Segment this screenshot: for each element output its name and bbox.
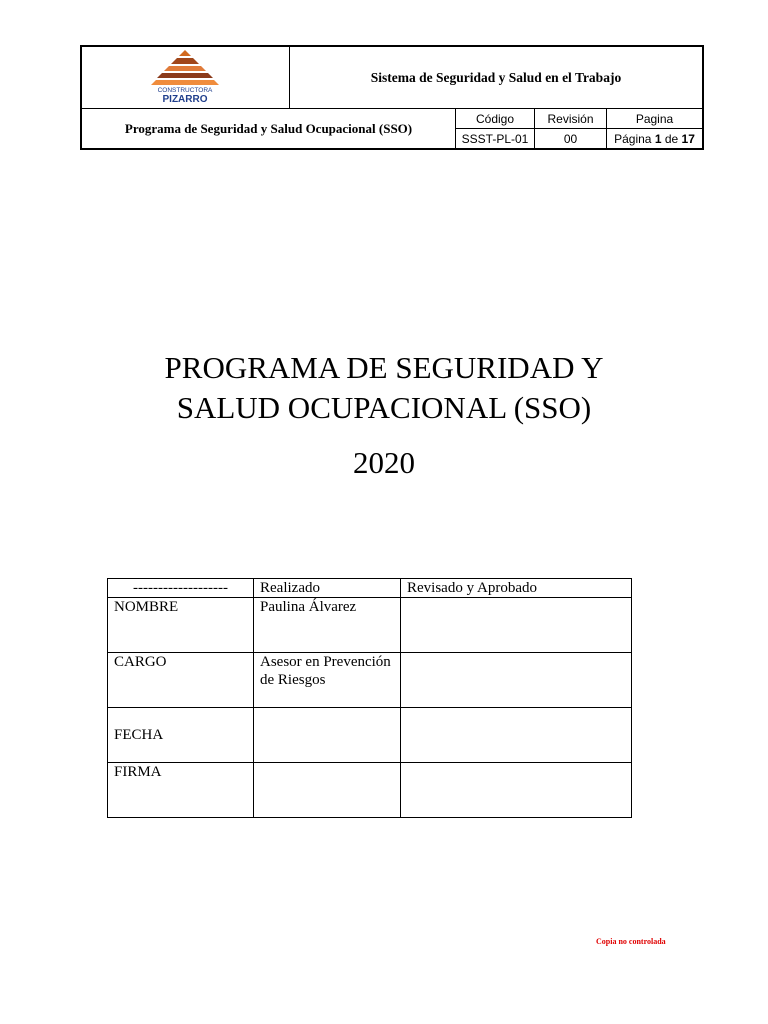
document-year: 2020 xyxy=(353,445,415,480)
page-of: de xyxy=(664,131,679,146)
title-line-2: SALUD OCUPACIONAL (SSO) xyxy=(176,390,592,425)
page-column xyxy=(607,109,702,148)
page-label: Pagina xyxy=(607,109,702,129)
row-label-firma: FIRMA xyxy=(108,763,254,818)
cell-nombre-revisado xyxy=(401,598,632,653)
program-title: Programa de Seguridad y Salud Ocupacional (SSO) xyxy=(82,109,456,148)
cell-cargo-realizado: Asesor en Prevención de Riesgos xyxy=(254,653,401,708)
cell-fecha-revisado xyxy=(401,708,632,763)
row-label-cargo: CARGO xyxy=(108,653,254,708)
cell-firma-revisado xyxy=(401,763,632,818)
page-total: 17 xyxy=(681,131,695,146)
revision-value: 00 xyxy=(563,131,578,146)
company-logo xyxy=(82,47,290,108)
logo-brand: PIZARRO xyxy=(162,94,208,105)
code-column xyxy=(456,109,535,148)
cell-cargo-revisado xyxy=(401,653,632,708)
revision-label: Revisión xyxy=(535,109,606,129)
table-row xyxy=(108,763,632,818)
cell-firma-realizado xyxy=(254,763,401,818)
title-line-1: PROGRAMA DE SEGURIDAD Y xyxy=(164,350,604,385)
logo-caption: CONSTRUCTORA xyxy=(157,87,213,94)
table-row xyxy=(108,708,632,763)
header-row-2 xyxy=(82,108,702,148)
cell-nombre-realizado: Paulina Álvarez xyxy=(254,598,401,653)
table-row xyxy=(108,598,632,653)
signature-table xyxy=(107,578,632,818)
document-title xyxy=(0,348,768,428)
page-number xyxy=(607,129,702,148)
cell-fecha-realizado xyxy=(254,708,401,763)
table-row xyxy=(108,653,632,708)
row-label-fecha: FECHA xyxy=(108,708,254,763)
header-cell-blank: ------------------- xyxy=(108,579,254,598)
page-prefix: Página xyxy=(614,131,652,146)
row-label-nombre: NOMBRE xyxy=(108,598,254,653)
document-header xyxy=(80,45,704,150)
header-cell-realizado: Realizado xyxy=(254,579,401,598)
system-title: Sistema de Seguridad y Salud en el Trabajo xyxy=(370,69,622,85)
header-cell-revisado: Revisado y Aprobado xyxy=(401,579,632,598)
pyramid-logo-icon xyxy=(82,47,288,107)
code-value: SSST-PL-01 xyxy=(461,131,529,146)
page-current: 1 xyxy=(654,131,662,146)
revision-column xyxy=(535,109,607,148)
table-header-row xyxy=(108,579,632,598)
code-label: Código xyxy=(456,109,534,129)
header-meta xyxy=(456,109,702,148)
copy-notice: Copia no controlada xyxy=(596,937,666,946)
